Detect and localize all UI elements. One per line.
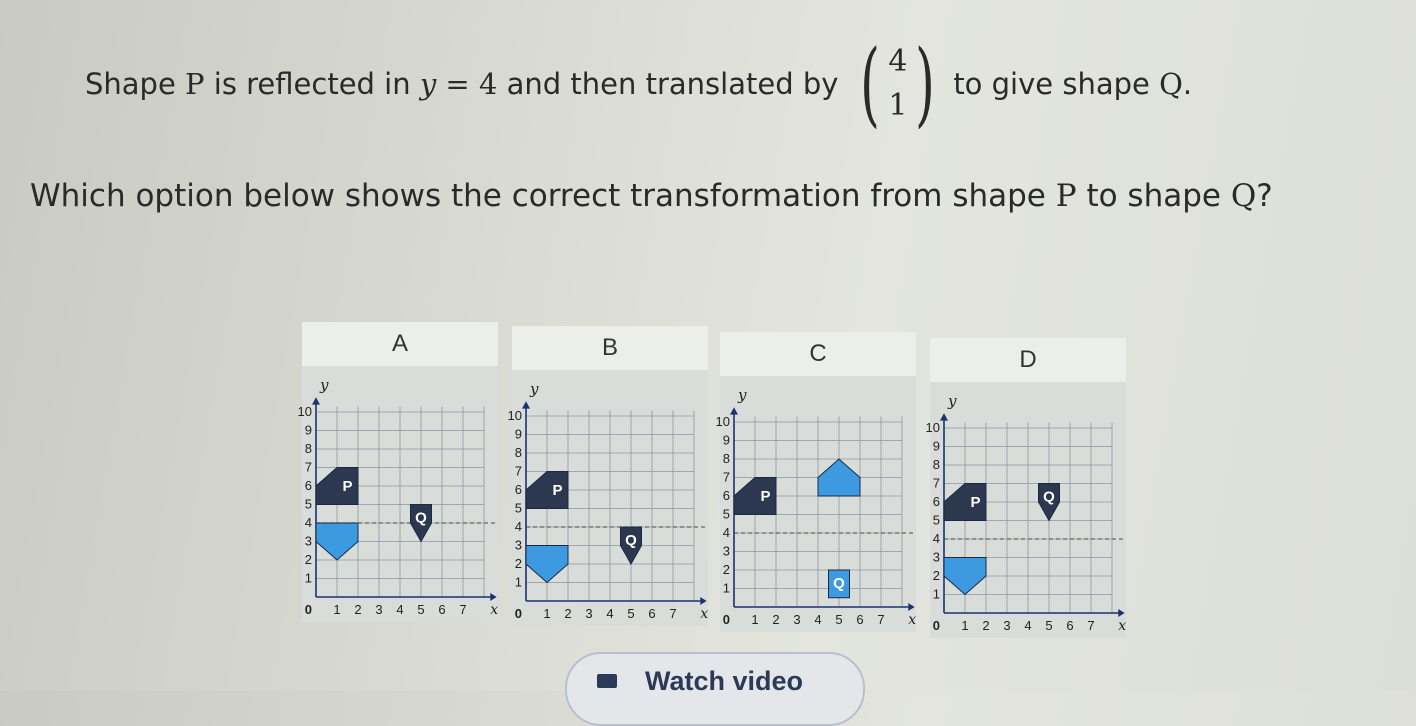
option-b-card[interactable]	[507, 326, 709, 626]
y-tick-label: 3	[932, 549, 940, 565]
x-axis-label: x	[1118, 618, 1127, 634]
left-paren-icon: (	[860, 30, 881, 137]
y-tick-label: 5	[722, 506, 730, 522]
y-axis-label: y	[738, 385, 747, 404]
x-tick-label: 7	[877, 612, 885, 627]
y-tick-label: 1	[932, 586, 940, 602]
option-label: B	[512, 326, 708, 370]
option-a-card[interactable]	[297, 322, 499, 622]
y-tick-label: 4	[304, 515, 312, 530]
y-tick-label: 10	[297, 404, 312, 419]
x-tick-label: 5	[1045, 618, 1053, 633]
x-axis-label: x	[490, 602, 499, 618]
x-tick-label: 1	[333, 602, 341, 617]
option-c-card[interactable]	[715, 332, 917, 632]
shape-p-name: P	[185, 67, 205, 101]
right-paren-icon: )	[915, 30, 936, 137]
x-tick-label: 6	[438, 602, 446, 617]
x-tick-label: 2	[354, 602, 362, 617]
question-text: Which option below shows the correct transformation from shape	[30, 178, 1056, 214]
option-label: D	[930, 338, 1126, 382]
y-tick-label: 5	[514, 500, 522, 516]
y-tick-label: 3	[514, 537, 522, 553]
y-tick-label: 7	[514, 463, 522, 479]
y-tick-label: 7	[932, 475, 940, 491]
x-tick-label: 3	[585, 606, 593, 621]
watch-video-label: Watch video	[645, 666, 804, 696]
x-tick-label: 5	[627, 606, 635, 621]
x-tick-label: 6	[1066, 618, 1074, 633]
x-tick-label: 1	[543, 606, 551, 621]
origin-label: 0	[514, 606, 522, 621]
y-tick-label: 8	[932, 457, 940, 472]
question-text: Shape	[85, 67, 186, 101]
y-tick-label: 5	[932, 512, 940, 528]
y-tick-label: 8	[722, 451, 730, 466]
y-tick-label: 8	[514, 445, 522, 460]
x-tick-label: 2	[772, 612, 780, 627]
y-tick-label: 2	[932, 568, 940, 583]
y-tick-label: 3	[722, 543, 730, 559]
y-axis-arrow-icon	[312, 397, 320, 404]
origin-label: 0	[304, 602, 312, 617]
shape-q-label: Q	[833, 574, 845, 592]
question-text: to shape	[1076, 178, 1231, 214]
question-text: and then translated by	[497, 67, 839, 101]
y-tick-label: 1	[514, 574, 522, 590]
x-axis-arrow-icon	[1118, 609, 1124, 617]
video-icon	[597, 674, 617, 688]
option-label: A	[302, 322, 498, 366]
option-label: C	[720, 332, 916, 376]
origin-label: 0	[932, 618, 940, 633]
y-axis-arrow-icon	[522, 401, 530, 408]
x-tick-label: 3	[1003, 618, 1011, 633]
option-b-graph	[507, 326, 709, 626]
x-tick-label: 2	[982, 618, 990, 633]
y-tick-label: 9	[722, 432, 730, 448]
shape-p-label: P	[970, 494, 981, 511]
y-tick-label: 5	[304, 496, 312, 512]
reflected-shape	[818, 459, 860, 496]
option-d-card[interactable]	[925, 338, 1127, 638]
origin-label: 0	[722, 612, 730, 627]
y-tick-label: 10	[715, 414, 730, 429]
option-c-graph	[715, 332, 917, 632]
question-text: ?	[1256, 178, 1273, 214]
y-tick-label: 6	[514, 482, 522, 497]
x-tick-label: 7	[669, 606, 677, 621]
x-tick-label: 2	[564, 606, 572, 621]
y-tick-label: 7	[304, 459, 312, 475]
y-axis-arrow-icon	[940, 413, 948, 420]
x-tick-label: 3	[375, 602, 383, 617]
shape-q-label: Q	[1043, 488, 1055, 506]
x-tick-label: 6	[648, 606, 656, 621]
x-tick-label: 7	[459, 602, 467, 617]
y-tick-label: 10	[925, 420, 940, 435]
x-tick-label: 4	[396, 602, 404, 617]
question-text: .	[1182, 67, 1193, 101]
y-tick-label: 9	[932, 438, 940, 454]
question-line-2	[30, 178, 1273, 214]
x-tick-label: 4	[814, 612, 822, 627]
y-tick-label: 4	[722, 525, 730, 540]
shape-p-label: P	[760, 488, 771, 505]
shape-q-name: Q	[1230, 178, 1257, 214]
y-tick-label: 4	[514, 519, 522, 534]
x-tick-label: 1	[751, 612, 759, 627]
shape-p-label: P	[342, 478, 353, 495]
reflected-shape	[316, 523, 358, 560]
shape-q-name: Q	[1159, 67, 1183, 101]
x-tick-label: 3	[793, 612, 801, 627]
y-tick-label: 7	[722, 469, 730, 485]
equation-operator: =	[436, 67, 479, 101]
x-tick-label: 6	[856, 612, 864, 627]
x-axis-arrow-icon	[700, 597, 706, 605]
x-tick-label: 5	[835, 612, 843, 627]
vector-top: 4	[888, 44, 908, 79]
question-text: is reflected in	[204, 67, 420, 101]
y-tick-label: 2	[514, 556, 522, 571]
y-tick-label: 9	[514, 426, 522, 442]
y-tick-label: 10	[507, 408, 522, 423]
y-tick-label: 2	[722, 562, 730, 577]
equation-value: 4	[478, 67, 498, 101]
y-tick-label: 6	[304, 478, 312, 493]
y-tick-label: 9	[304, 422, 312, 438]
x-tick-label: 4	[606, 606, 614, 621]
x-axis-arrow-icon	[908, 603, 914, 611]
shape-p-label: P	[552, 482, 563, 499]
vector-bottom: 1	[888, 88, 908, 123]
y-axis-label: y	[948, 391, 957, 410]
x-axis-label: x	[700, 606, 709, 622]
y-tick-label: 8	[304, 441, 312, 456]
shape-q-label: Q	[415, 509, 427, 527]
reflected-shape	[944, 558, 986, 595]
reflected-shape	[526, 546, 568, 583]
shape-p-name: P	[1055, 178, 1077, 214]
y-tick-label: 6	[932, 494, 940, 509]
y-tick-label: 1	[304, 570, 312, 586]
x-tick-label: 1	[961, 618, 969, 633]
equation-variable: y	[419, 67, 437, 101]
x-tick-label: 5	[417, 602, 425, 617]
y-tick-label: 4	[932, 531, 940, 546]
question-text: to give shape	[953, 67, 1160, 101]
y-axis-label: y	[320, 375, 329, 394]
question-line-1	[85, 30, 1193, 137]
x-tick-label: 7	[1087, 618, 1095, 633]
y-tick-label: 3	[304, 533, 312, 549]
y-tick-label: 2	[304, 552, 312, 567]
x-axis-arrow-icon	[490, 593, 496, 601]
option-a-graph	[297, 322, 499, 622]
x-axis-label: x	[908, 612, 917, 628]
y-axis-arrow-icon	[730, 407, 738, 414]
x-tick-label: 4	[1024, 618, 1032, 633]
y-tick-label: 1	[722, 580, 730, 596]
watch-video-button[interactable]	[565, 652, 865, 726]
option-d-graph	[925, 338, 1127, 638]
translation-vector	[852, 30, 943, 137]
shape-q-label: Q	[625, 531, 637, 549]
y-axis-label: y	[530, 379, 539, 398]
y-tick-label: 6	[722, 488, 730, 503]
